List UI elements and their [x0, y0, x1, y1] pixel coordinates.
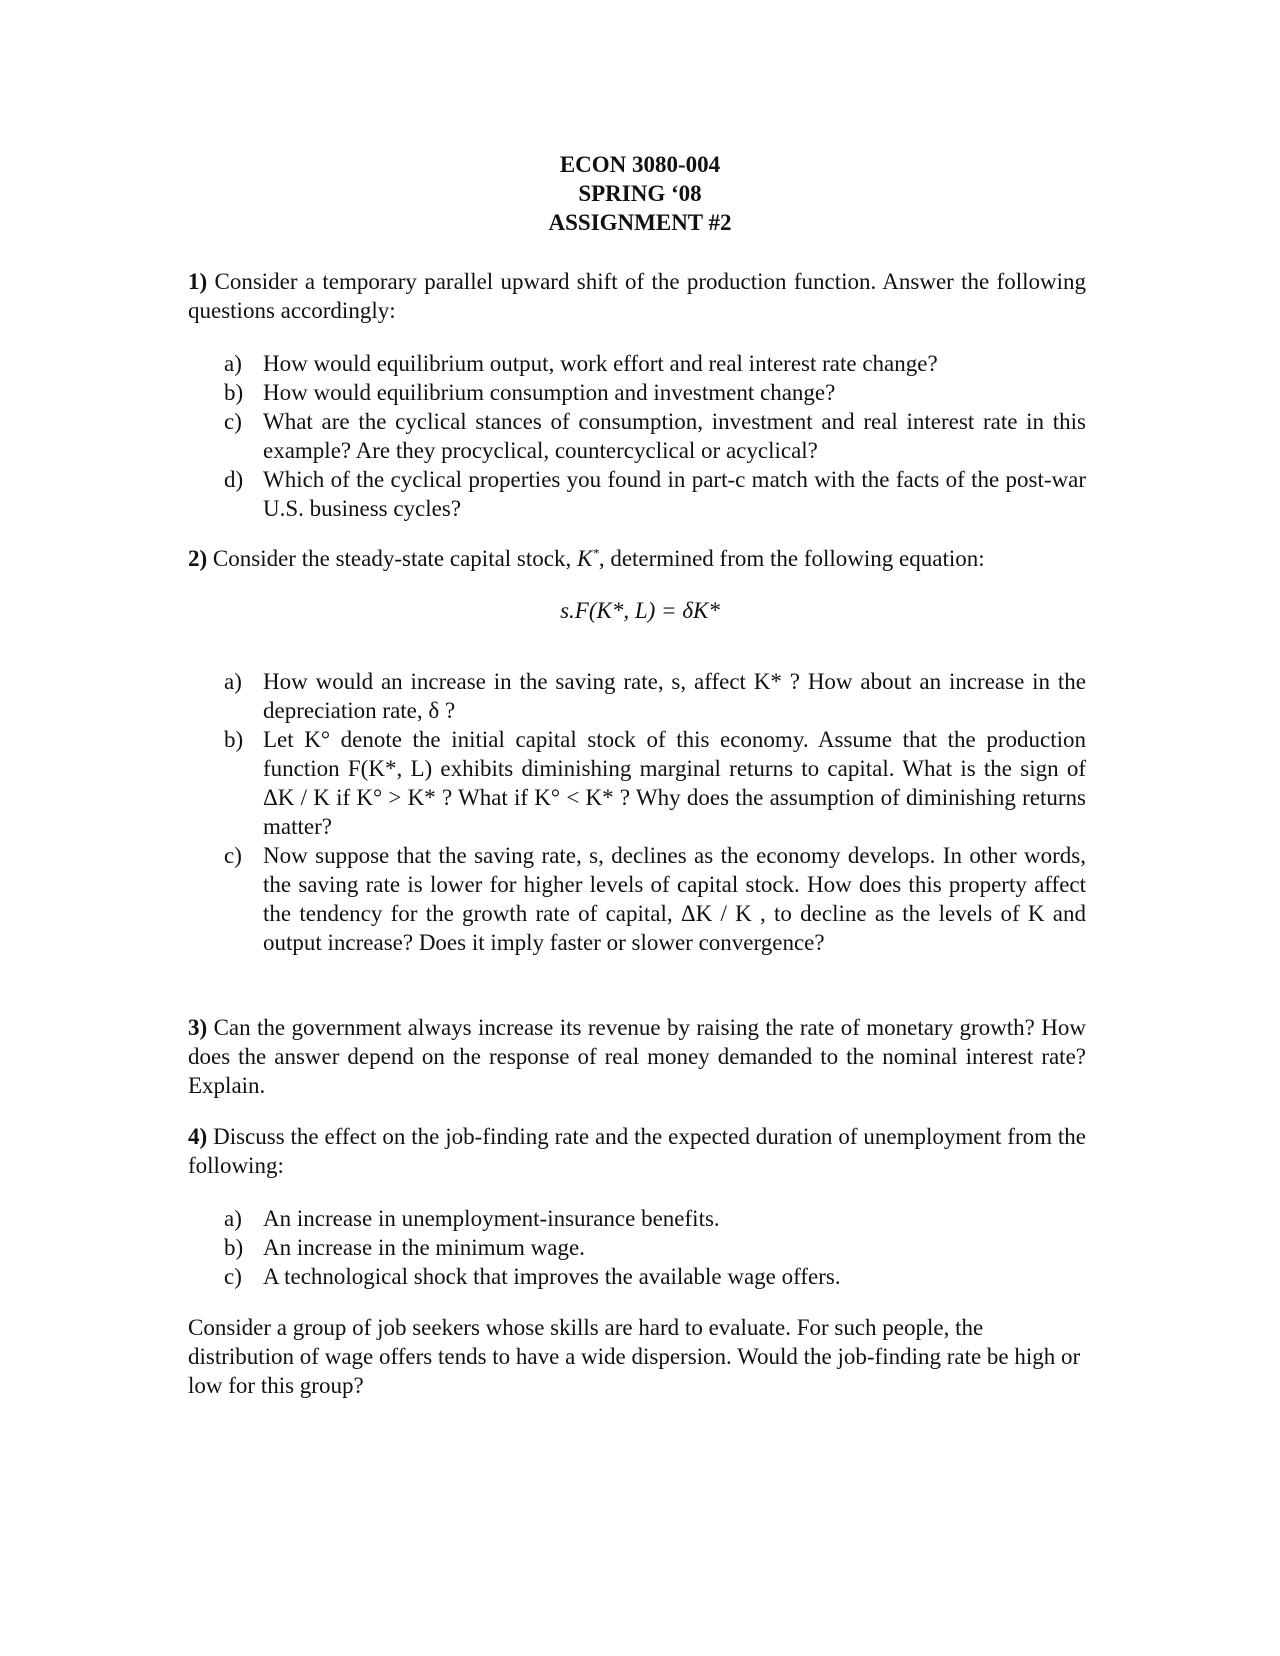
capital-symbol: K* — [576, 545, 599, 571]
item-marker: a) — [224, 351, 242, 376]
question-4 — [188, 1122, 1086, 1180]
question-2 — [188, 544, 1086, 573]
term-title: SPRING ‘08 — [578, 181, 702, 206]
item-marker: b) — [224, 727, 244, 752]
item-text: How would an increase in the saving rate, s, affect K* ? How about an increase in the depreciation rate, δ ? — [263, 669, 1086, 723]
question-1 — [188, 267, 1086, 325]
list-item — [188, 465, 1086, 523]
course-title: ECON 3080-004 — [559, 152, 721, 177]
list-item — [188, 349, 1086, 378]
item-text: Let K° denote the initial capital stock of this economy. Assume that the production function F(K*, L) exhibits diminishing marginal returns to capital. What is the sign of ΔK / K if K° > K* ? What if K° < K* ? Why does the assumption of diminishing returns matter? — [263, 727, 1086, 839]
item-text: How would equilibrium consumption and investment change? — [263, 380, 836, 405]
list-item — [188, 725, 1086, 841]
list-item — [188, 667, 1086, 725]
question-4-items — [188, 1204, 1086, 1291]
list-item — [188, 1233, 1086, 1262]
question-text: Consider a temporary parallel upward shift of the production function. Answer the following questions accordingly: — [188, 269, 1087, 323]
question-2-items — [188, 667, 1086, 957]
item-marker: c) — [224, 1264, 242, 1289]
question-text: Discuss the effect on the job-finding rate and the expected duration of unemployment from the following: — [188, 1124, 1086, 1178]
item-marker: a) — [224, 669, 242, 694]
item-marker: d) — [224, 467, 244, 492]
document-header — [0, 150, 1280, 237]
item-text: What are the cyclical stances of consumption, investment and real interest rate in this example? Are they procyclical, countercyclical or acyclical? — [263, 409, 1086, 463]
question-text-cont: , determined from the following equation: — [598, 546, 985, 571]
steady-state-equation: s.F(K*, L) = δK* — [560, 598, 720, 623]
item-text: An increase in unemployment-insurance benefits. — [263, 1206, 720, 1231]
item-marker: c) — [224, 843, 242, 868]
question-number: 2) — [188, 546, 208, 571]
question-text: Consider the steady-state capital stock, — [212, 546, 572, 571]
question-4-closing: Consider a group of job seekers whose skills are hard to evaluate. For such people, the distribution of wage offers tends to have a wide dispersion. Would the job-finding rate be high or low for this group? — [188, 1315, 1081, 1398]
item-text: An increase in the minimum wage. — [263, 1235, 585, 1260]
item-text: How would equilibrium output, work effort and real interest rate change? — [263, 351, 938, 376]
list-item — [188, 407, 1086, 465]
item-marker: c) — [224, 409, 242, 434]
list-item — [188, 841, 1086, 957]
assignment-title: ASSIGNMENT #2 — [548, 210, 732, 235]
item-text: Now suppose that the saving rate, s, declines as the economy develops. In other words, the saving rate is lower for higher levels of capital stock. How does this property affect the tendency for the growth rate of capital, ΔK / K , to decline as the levels of K and output increase? Does it imply faster or slower convergence? — [263, 843, 1086, 955]
question-1-items — [188, 349, 1086, 523]
question-3 — [188, 1013, 1086, 1100]
list-item — [188, 1262, 1086, 1291]
question-text: Can the government always increase its revenue by raising the rate of monetary growth? How does the answer depend on the response of real money demanded to the nominal interest rate? Explain. — [188, 1015, 1086, 1098]
item-marker: a) — [224, 1206, 242, 1231]
question-number: 1) — [188, 269, 208, 294]
question-number: 3) — [188, 1015, 208, 1040]
item-marker: b) — [224, 1235, 244, 1260]
question-number: 4) — [188, 1124, 208, 1149]
list-item — [188, 378, 1086, 407]
item-text: Which of the cyclical properties you found in part-c match with the facts of the post-war U.S. business cycles? — [263, 467, 1086, 521]
item-marker: b) — [224, 380, 244, 405]
list-item — [188, 1204, 1086, 1233]
item-text: A technological shock that improves the available wage offers. — [263, 1264, 841, 1289]
